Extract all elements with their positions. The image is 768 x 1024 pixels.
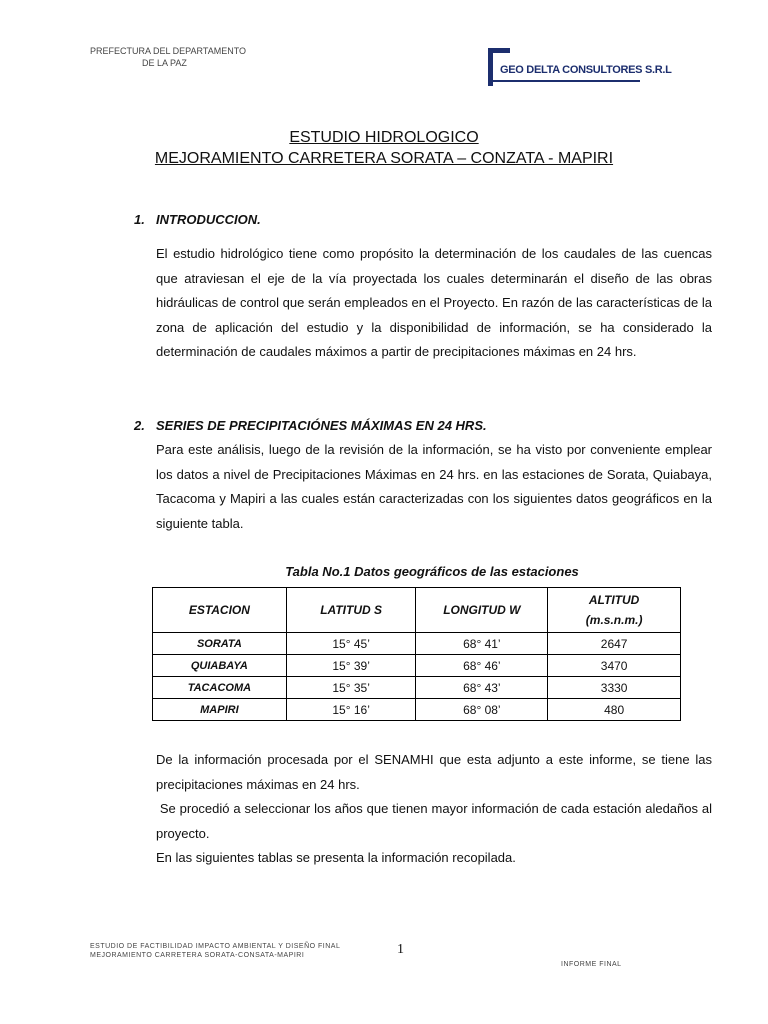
cell-longitud: 68° 43’: [416, 677, 548, 699]
footer-left-line1: ESTUDIO DE FACTIBILIDAD IMPACTO AMBIENTAL Y DISEÑO FINAL: [90, 943, 341, 950]
cell-altitud: 3470: [548, 655, 681, 677]
cell-altitud: 3330: [548, 677, 681, 699]
header-org-line1: PREFECTURA DEL DEPARTAMENTO: [90, 46, 247, 56]
header-altitud-unit: (m.s.n.m.): [585, 613, 643, 627]
table-caption: Tabla No.1 Datos geográficos de las estaciones: [285, 564, 579, 579]
footer-project-name: [90, 942, 340, 960]
cell-estacion: QUIABAYA: [153, 655, 287, 677]
document-title: ESTUDIO HIDROLOGICO: [289, 129, 479, 146]
page-number: 1: [397, 942, 404, 957]
section-2-paragraph: Para este análisis, luego de la revisión de la información, se ha visto por conveniente emplear los datos a nivel de Precipitaciones Máximas en 24 hrs. en las estaciones de Sorata, Quiabaya, Tacacoma y Mapiri a las cuales están caracterizadas con los siguientes datos geográficos en la siguiente tabla.: [156, 442, 712, 531]
footer-left-line2: MEJORAMIENTO CARRETERA SORATA-CONSATA-MAPIRI: [90, 952, 305, 959]
header-org-line2: DE LA PAZ: [142, 58, 187, 68]
header-organization: [90, 45, 246, 69]
cell-latitud: 15° 16’: [286, 699, 416, 721]
document-subtitle: MEJORAMIENTO CARRETERA SORATA – CONZATA - MAPIRI: [154, 150, 614, 167]
section-1-title: INTRODUCCION.: [156, 212, 261, 227]
section-2-title: SERIES DE PRECIPITACIÓNES MÁXIMAS EN 24 HRS.: [156, 418, 487, 433]
cell-latitud: 15° 45’: [286, 633, 416, 655]
section-1-paragraph: El estudio hidrológico tiene como propósito la determinación de los caudales de las cuencas que atraviesan el eje de la vía proyectada los cuales determinarán el diseño de las obras hidráulicas de control que serán empleados en el Proyecto. En razón de las características de la zona de aplicación del estudio y la disponibilidad de información, se ha considerado la determinación de caudales máximos a partir de precipitaciones máximas en 24 hrs.: [156, 246, 712, 359]
table-row: [153, 655, 681, 677]
cell-estacion: SORATA: [153, 633, 287, 655]
cell-longitud: 68° 46’: [416, 655, 548, 677]
header-altitud-label: ALTITUD: [588, 593, 640, 607]
cell-latitud: 15° 39’: [286, 655, 416, 677]
section-2-heading: [134, 418, 487, 433]
logo-underline: [492, 80, 640, 82]
header-estacion: ESTACION: [153, 588, 287, 633]
footer-report-type: INFORME FINAL: [561, 961, 622, 968]
header-latitud: LATITUD S: [286, 588, 416, 633]
table-row: [153, 633, 681, 655]
stations-table: [152, 587, 681, 721]
table-header-row: [153, 588, 681, 633]
cell-altitud: 2647: [548, 633, 681, 655]
logo-text: GEO DELTA CONSULTORES S.R.L: [500, 64, 672, 76]
header-altitud: [548, 588, 681, 633]
table-row: [153, 677, 681, 699]
cell-estacion: TACACOMA: [153, 677, 287, 699]
cell-altitud: 480: [548, 699, 681, 721]
cell-latitud: 15° 35’: [286, 677, 416, 699]
cell-longitud: 68° 41’: [416, 633, 548, 655]
closing-paragraph-1: De la información procesada por el SENAMHI que esta adjunto a este informe, se tiene las precipitaciones máximas en 24 hrs.: [156, 752, 712, 792]
cell-longitud: 68° 08’: [416, 699, 548, 721]
table-row: [153, 699, 681, 721]
cell-estacion: MAPIRI: [153, 699, 287, 721]
closing-paragraph-3: En las siguientes tablas se presenta la información recopilada.: [156, 850, 516, 865]
section-1-heading: [134, 212, 261, 227]
section-1-number: 1.: [134, 212, 145, 227]
section-2-number: 2.: [134, 418, 145, 433]
closing-paragraph-2: Se procedió a seleccionar los años que tienen mayor información de cada estación aledaños al proyecto.: [156, 801, 716, 841]
header-longitud: LONGITUD W: [416, 588, 548, 633]
